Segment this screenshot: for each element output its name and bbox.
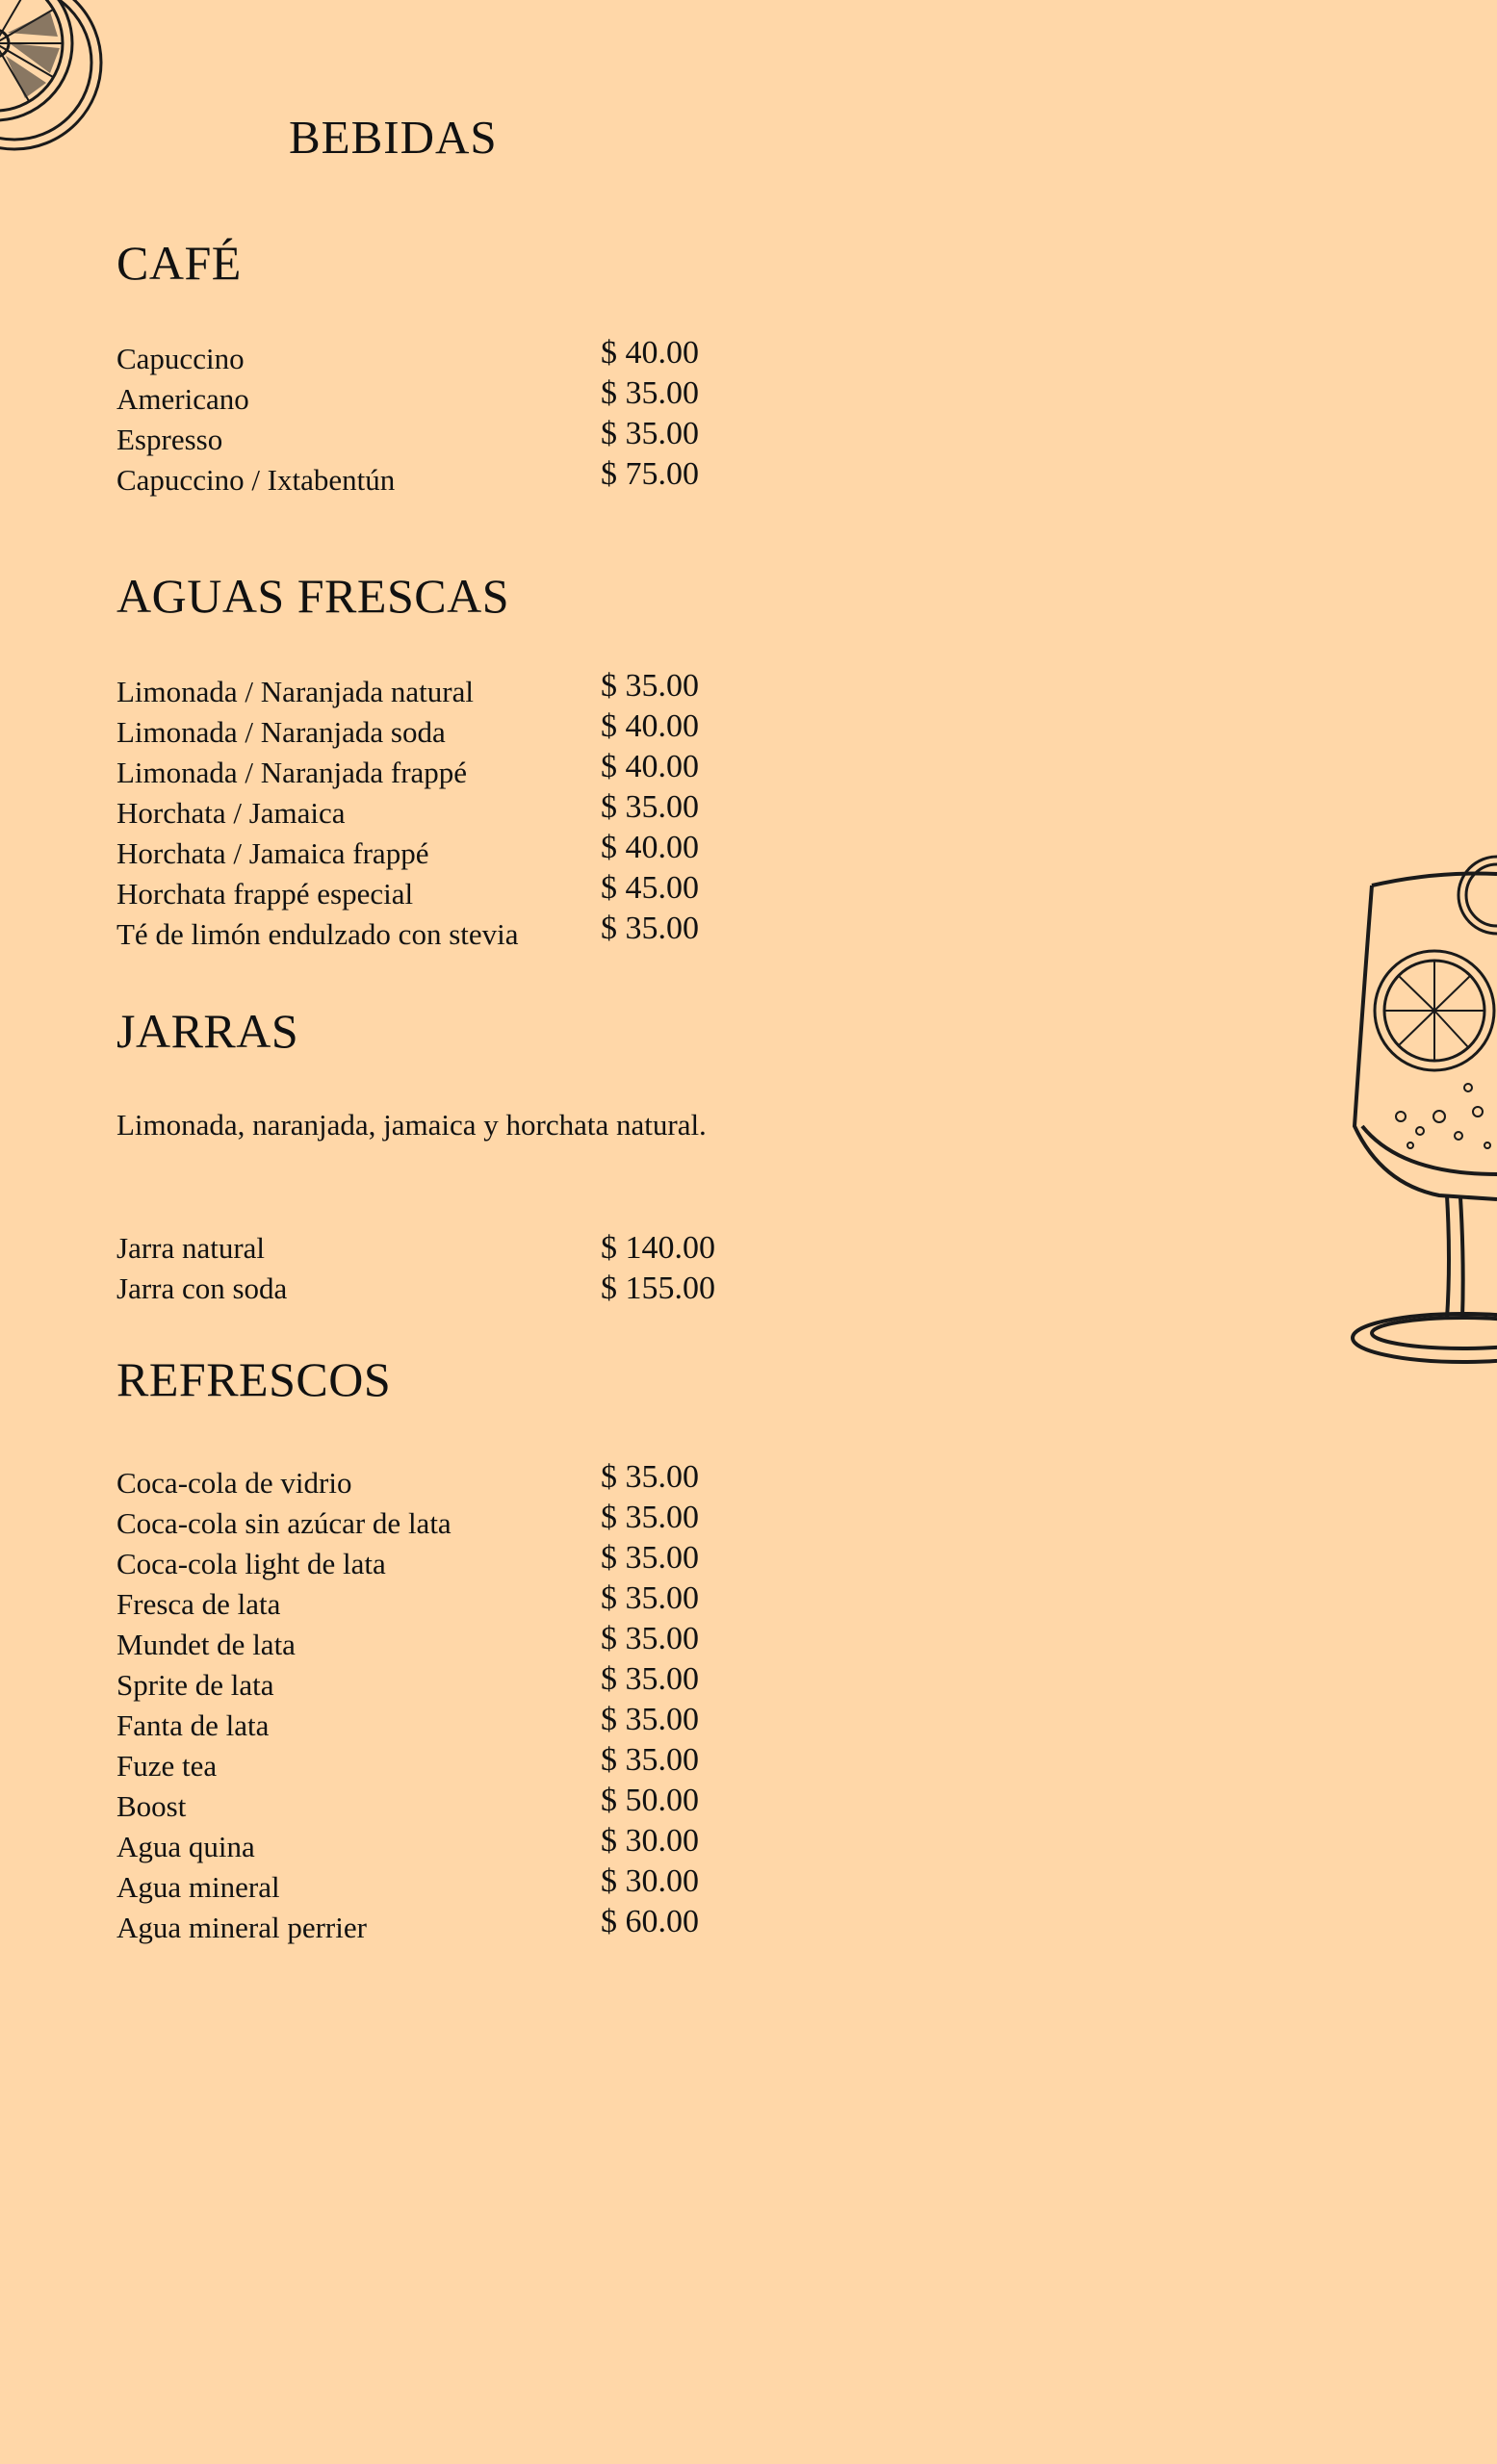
aguas-frescas-list	[116, 670, 733, 953]
item-price: $ 35.00	[601, 1540, 699, 1576]
list-item	[116, 1582, 733, 1623]
item-price: $ 35.00	[601, 911, 699, 946]
item-price: $ 60.00	[601, 1904, 699, 1939]
list-item	[116, 751, 733, 791]
list-item	[116, 1704, 733, 1744]
item-name: Jarra con soda	[116, 1271, 288, 1305]
list-item	[116, 1663, 733, 1704]
item-price: $ 40.00	[601, 708, 699, 744]
item-name: Agua mineral	[116, 1870, 280, 1904]
list-item	[116, 1865, 733, 1906]
list-item	[116, 1744, 733, 1784]
list-item	[116, 1542, 733, 1582]
refrescos-list	[116, 1461, 733, 1946]
item-name: Espresso	[116, 423, 223, 456]
item-price: $ 35.00	[601, 668, 699, 704]
page-title: BEBIDAS	[289, 111, 498, 164]
item-price: $ 35.00	[601, 1500, 699, 1535]
item-name: Boost	[116, 1789, 187, 1823]
item-price: $ 35.00	[601, 416, 699, 451]
list-item	[116, 458, 733, 499]
item-name: Limonada / Naranjada frappé	[116, 756, 468, 789]
item-price: $ 35.00	[601, 789, 699, 825]
section-heading-refrescos: REFRESCOS	[116, 1352, 392, 1406]
item-name: Fuze tea	[116, 1749, 218, 1783]
item-name: Coca-cola light de lata	[116, 1547, 386, 1580]
list-item	[116, 710, 733, 751]
item-price: $ 35.00	[601, 1742, 699, 1778]
item-name: Limonada / Naranjada soda	[116, 715, 446, 749]
list-item	[116, 872, 733, 912]
item-name: Coca-cola sin azúcar de lata	[116, 1506, 452, 1540]
item-name: Capuccino / Ixtabentún	[116, 463, 396, 497]
section-heading-cafe: CAFÉ	[116, 236, 242, 290]
list-item	[116, 1226, 733, 1267]
cafe-list	[116, 337, 733, 499]
item-price: $ 50.00	[601, 1783, 699, 1818]
item-name: Fresca de lata	[116, 1587, 281, 1621]
item-price: $ 35.00	[601, 1580, 699, 1616]
item-price: $ 35.00	[601, 1661, 699, 1697]
item-name: Coca-cola de vidrio	[116, 1466, 352, 1500]
list-item	[116, 337, 733, 377]
list-item	[116, 1461, 733, 1502]
section-heading-jarras: JARRAS	[116, 1004, 299, 1058]
item-name: Americano	[116, 382, 249, 416]
item-name: Fanta de lata	[116, 1708, 270, 1742]
item-name: Horchata / Jamaica	[116, 796, 346, 830]
item-price: $ 30.00	[601, 1823, 699, 1859]
list-item	[116, 418, 733, 458]
item-name: Horchata / Jamaica frappé	[116, 836, 429, 870]
list-item	[116, 1825, 733, 1865]
jarras-description: Limonada, naranjada, jamaica y horchata natural.	[116, 1108, 707, 1142]
item-name: Sprite de lata	[116, 1668, 274, 1702]
list-item	[116, 1906, 733, 1946]
item-price: $ 45.00	[601, 870, 699, 906]
list-item	[116, 1502, 733, 1542]
list-item	[116, 670, 733, 710]
item-price: $ 75.00	[601, 456, 699, 492]
list-item	[116, 1784, 733, 1825]
section-heading-aguas-frescas: AGUAS FRESCAS	[116, 569, 510, 623]
jarras-list	[116, 1226, 733, 1307]
item-name: Limonada / Naranjada natural	[116, 675, 474, 708]
list-item	[116, 1267, 733, 1307]
item-name: Mundet de lata	[116, 1628, 296, 1661]
list-item	[116, 377, 733, 418]
item-name: Jarra natural	[116, 1231, 266, 1265]
item-name: Té de limón endulzado con stevia	[116, 917, 519, 951]
list-item	[116, 832, 733, 872]
list-item	[116, 1623, 733, 1663]
item-price: $ 35.00	[601, 1702, 699, 1737]
item-price: $ 40.00	[601, 335, 699, 371]
item-price: $ 40.00	[601, 749, 699, 784]
cocktail-glass-icon	[1343, 837, 1497, 1396]
item-name: Horchata frappé especial	[116, 877, 414, 911]
item-name: Agua quina	[116, 1830, 255, 1863]
item-price: $ 40.00	[601, 830, 699, 865]
item-price: $ 155.00	[601, 1270, 715, 1306]
item-price: $ 140.00	[601, 1230, 715, 1266]
citrus-slices-icon	[0, 0, 125, 183]
list-item	[116, 912, 733, 953]
item-price: $ 30.00	[601, 1863, 699, 1899]
list-item	[116, 791, 733, 832]
item-price: $ 35.00	[601, 1621, 699, 1656]
item-price: $ 35.00	[601, 375, 699, 411]
item-name: Capuccino	[116, 342, 245, 375]
item-name: Agua mineral perrier	[116, 1911, 367, 1944]
item-price: $ 35.00	[601, 1459, 699, 1495]
